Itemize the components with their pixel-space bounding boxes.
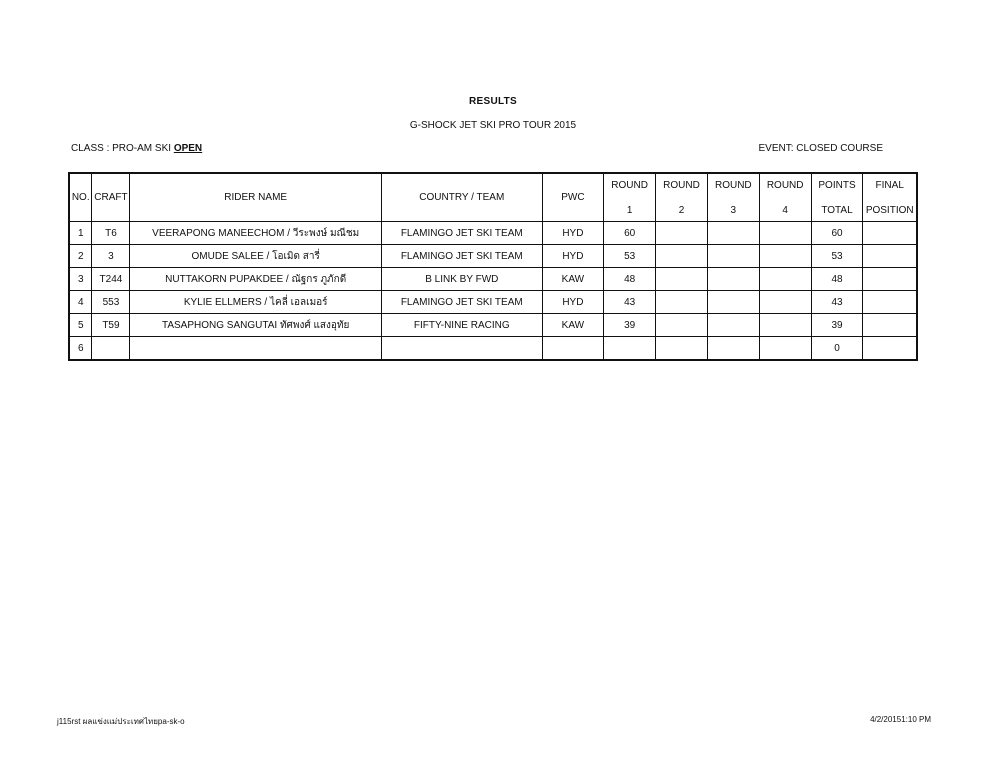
header-round-2	[656, 173, 708, 222]
header-no: NO.	[69, 173, 92, 222]
cell-country-team: FIFTY-NINE RACING	[381, 314, 542, 337]
event-label: EVENT: CLOSED COURSE	[758, 143, 883, 154]
cell-round-2	[656, 337, 708, 361]
cell-points-total: 48	[811, 268, 863, 291]
cell-final-position	[863, 337, 917, 361]
cell-points-total: 53	[811, 245, 863, 268]
table-row	[69, 222, 917, 245]
cell-points-total: 60	[811, 222, 863, 245]
cell-round-3	[707, 222, 759, 245]
cell-craft: T6	[92, 222, 130, 245]
header-final-position	[863, 173, 917, 222]
cell-pwc: KAW	[542, 268, 604, 291]
cell-round-1: 60	[604, 222, 656, 245]
header-final-label: FINAL	[875, 179, 904, 191]
cell-round-1: 53	[604, 245, 656, 268]
cell-no: 2	[69, 245, 92, 268]
cell-rider-name: KYLIE ELLMERS / ไคลี่ เอลเมอร์	[130, 291, 382, 314]
header-round-2-label: ROUND	[663, 179, 700, 191]
cell-round-4	[759, 245, 811, 268]
cell-craft: 3	[92, 245, 130, 268]
header-round-3-number: 3	[730, 204, 737, 216]
cell-craft: T59	[92, 314, 130, 337]
cell-round-2	[656, 245, 708, 268]
cell-craft	[92, 337, 130, 361]
header-round-4-number: 4	[782, 204, 788, 216]
header-rider-name: RIDER NAME	[130, 173, 382, 222]
cell-rider-name: VEERAPONG MANEECHOM / วีระพงษ์ มณีชม	[130, 222, 382, 245]
cell-final-position	[863, 314, 917, 337]
cell-country-team: FLAMINGO JET SKI TEAM	[381, 291, 542, 314]
cell-final-position	[863, 268, 917, 291]
cell-country-team	[381, 337, 542, 361]
cell-round-1: 39	[604, 314, 656, 337]
cell-final-position	[863, 291, 917, 314]
results-table	[68, 172, 918, 361]
cell-pwc: KAW	[542, 314, 604, 337]
cell-final-position	[863, 245, 917, 268]
cell-round-3	[707, 314, 759, 337]
cell-craft: T244	[92, 268, 130, 291]
cell-final-position	[863, 222, 917, 245]
header-round-3	[707, 173, 759, 222]
cell-pwc	[542, 337, 604, 361]
header-pwc: PWC	[542, 173, 604, 222]
class-name: CLASS : PRO-AM SKI	[71, 143, 172, 154]
table-row	[69, 314, 917, 337]
event-series-title: G-SHOCK JET SKI PRO TOUR 2015	[409, 120, 577, 131]
header-points-label: POINTS	[818, 179, 856, 191]
cell-round-3	[707, 268, 759, 291]
cell-round-2	[656, 268, 708, 291]
cell-round-4	[759, 268, 811, 291]
cell-pwc: HYD	[542, 291, 604, 314]
header-position-label: POSITION	[865, 204, 914, 216]
table-row	[69, 337, 917, 361]
cell-rider-name: NUTTAKORN PUPAKDEE / ณัฐกร ภูภักดี	[130, 268, 382, 291]
page-title: RESULTS	[468, 96, 518, 107]
cell-rider-name: OMUDE SALEE / โอเมิด สารี่	[130, 245, 382, 268]
cell-country-team: FLAMINGO JET SKI TEAM	[381, 222, 542, 245]
cell-points-total: 39	[811, 314, 863, 337]
footer-timestamp: 4/2/20151:10 PM	[870, 715, 931, 724]
cell-rider-name: TASAPHONG SANGUTAI ทัศพงศ์ แสงอุทัย	[130, 314, 382, 337]
cell-craft: 553	[92, 291, 130, 314]
cell-points-total: 0	[811, 337, 863, 361]
header-total-label: TOTAL	[821, 204, 853, 216]
table-header-row	[69, 173, 917, 222]
cell-no: 6	[69, 337, 92, 361]
cell-round-3	[707, 337, 759, 361]
header-round-4	[759, 173, 811, 222]
cell-round-4	[759, 291, 811, 314]
table-row	[69, 245, 917, 268]
cell-round-3	[707, 291, 759, 314]
cell-pwc: HYD	[542, 222, 604, 245]
class-label	[71, 143, 202, 154]
cell-country-team: B LINK BY FWD	[381, 268, 542, 291]
cell-no: 3	[69, 268, 92, 291]
header-round-2-number: 2	[678, 204, 685, 216]
cell-no: 5	[69, 314, 92, 337]
header-craft: CRAFT	[92, 173, 130, 222]
cell-no: 1	[69, 222, 92, 245]
table-row	[69, 291, 917, 314]
header-round-1	[604, 173, 656, 222]
class-open-label: OPEN	[173, 143, 203, 154]
cell-country-team: FLAMINGO JET SKI TEAM	[381, 245, 542, 268]
cell-round-2	[656, 314, 708, 337]
cell-round-3	[707, 245, 759, 268]
header-country-team: COUNTRY / TEAM	[381, 173, 542, 222]
table-row	[69, 268, 917, 291]
header-round-3-label: ROUND	[714, 179, 752, 191]
cell-rider-name	[130, 337, 382, 361]
cell-pwc: HYD	[542, 245, 604, 268]
cell-round-1: 48	[604, 268, 656, 291]
header-points-total	[811, 173, 863, 222]
header-round-1-number: 1	[626, 204, 633, 216]
cell-no: 4	[69, 291, 92, 314]
cell-points-total: 43	[811, 291, 863, 314]
cell-round-2	[656, 291, 708, 314]
cell-round-4	[759, 222, 811, 245]
footer-file-name: j115rst ผลแข่งแม่ประเทศไทยpa-sk-o	[57, 717, 185, 726]
header-round-4-label: ROUND	[766, 179, 804, 191]
cell-round-1: 43	[604, 291, 656, 314]
header-round-1-label: ROUND	[611, 179, 648, 191]
cell-round-4	[759, 337, 811, 361]
cell-round-4	[759, 314, 811, 337]
cell-round-2	[656, 222, 708, 245]
cell-round-1	[604, 337, 656, 361]
